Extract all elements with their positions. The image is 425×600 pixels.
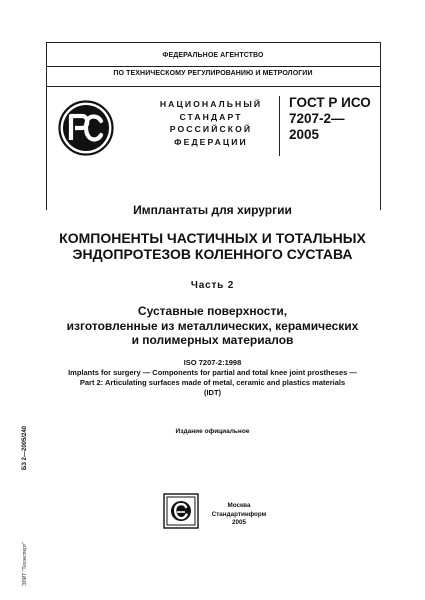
standard-type-line: НАЦИОНАЛЬНЫЙ (159, 99, 263, 109)
document-part-title (0, 304, 425, 348)
document-part-title-line: Суставные поверхности, (137, 304, 288, 318)
iso-english-line: Part 2: Articulating surfaces made of metal, ceramic and plastics materials (79, 377, 346, 387)
iso-english-line: Implants for surgery — Components for partial and total knee joint prostheses — (68, 368, 357, 377)
iso-english-title (0, 368, 425, 397)
publisher-line: Стандартинформ (211, 510, 267, 518)
document-subtitle: Имплантаты для хирургии (133, 203, 292, 217)
standard-type-block (140, 98, 282, 148)
document-title (0, 230, 425, 262)
document-title-line: ЭНДОПРОТЕЗОВ КОЛЕННОГО СУСТАВА (72, 246, 353, 262)
iso-english-line: (IDT) (203, 387, 222, 397)
rst-logo-icon (58, 100, 114, 156)
document-part: Часть 2 (190, 280, 235, 291)
header-top-rule (46, 42, 380, 43)
publisher-line: 2005 (231, 519, 246, 526)
standard-type-line: ФЕДЕРАЦИИ (174, 136, 248, 147)
header-left-rule (46, 42, 47, 210)
header-lower-rule (46, 86, 380, 87)
header-right-rule (380, 42, 381, 210)
document-title-line: КОМПОНЕНТЫ ЧАСТИЧНЫХ И ТОТАЛЬНЫХ (59, 230, 366, 246)
publisher-line: Москва (227, 502, 251, 509)
standard-code-line: ГОСТ Р ИСО (289, 95, 371, 110)
standartinform-logo-icon (163, 493, 199, 529)
standard-type-line: РОССИЙСКОЙ (169, 124, 253, 134)
publisher-block (209, 502, 269, 528)
edition-label: Издание официальное (175, 428, 250, 435)
standard-divider (279, 96, 280, 156)
standard-code-line: 7207-2— (289, 111, 345, 126)
agency-name-line2: ПО ТЕХНИЧЕСКОМУ РЕГУЛИРОВАНИЮ И МЕТРОЛОГИИ (113, 70, 313, 77)
iso-number: ISO 7207-2:1998 (183, 358, 242, 367)
document-part-title-line: изготовленные из металлических, керамических (66, 318, 359, 333)
header-middle-rule (46, 66, 380, 67)
standard-code-line: 2005 (289, 127, 320, 142)
side-catalog-code: БЗ 2—2005/240 (22, 425, 28, 470)
document-part-title-line: и полимерных материалов (131, 333, 294, 347)
standard-type-line: СТАНДАРТ (179, 111, 243, 122)
agency-name-line1: ФЕДЕРАЛЬНОЕ АГЕНТСТВО (162, 52, 264, 59)
side-copyright: ЭЛИТ "Техэксперт" (22, 542, 28, 586)
standard-code-block (289, 95, 379, 143)
